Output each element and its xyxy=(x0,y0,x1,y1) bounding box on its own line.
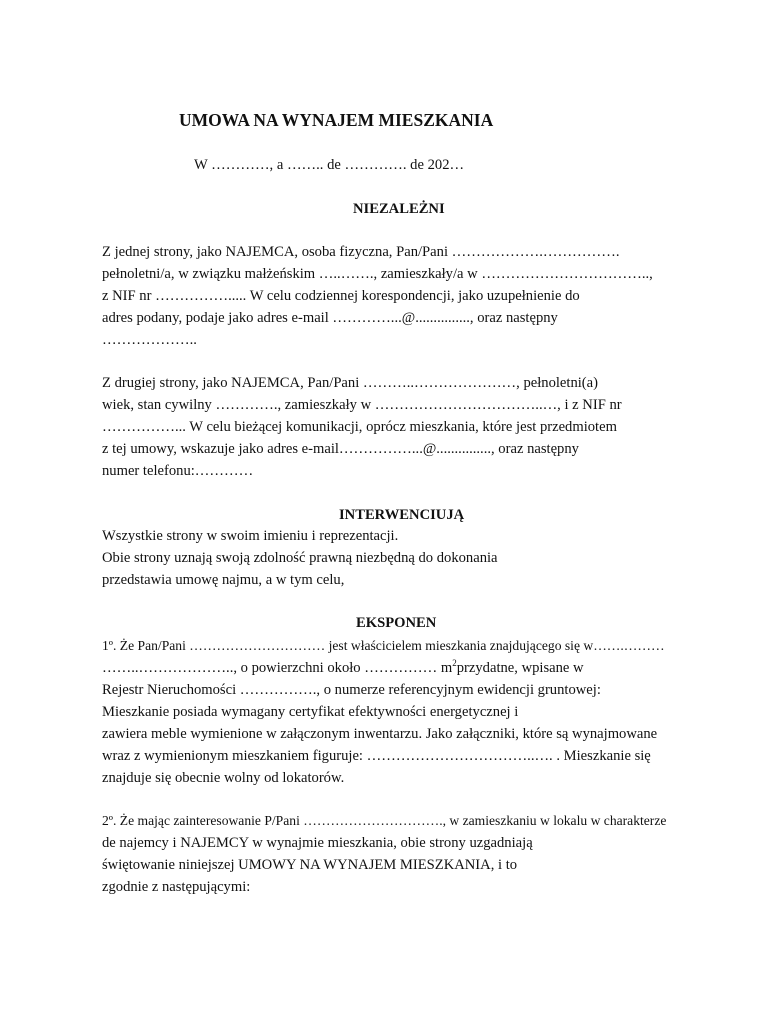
point-1-area-suffix: przydatne, wpisane w xyxy=(456,660,584,676)
intervene-line: przedstawia umowę najmu, a w tym celu, xyxy=(102,572,345,588)
point-1-line: Rejestr Nieruchomości ……………., o numerze referencyjnym ewidencji gruntowej: xyxy=(102,682,601,698)
party-1-line: ……………….. xyxy=(102,332,197,348)
square-meter-superscript: 2 xyxy=(452,658,457,669)
document-title: UMOWA NA WYNAJEM MIESZKANIA xyxy=(179,110,494,130)
intervene-line: Wszystkie strony w swoim imieniu i reprezentacji. xyxy=(102,528,399,544)
point-2-line: świętowanie niniejszej UMOWY NA WYNAJEM MIESZKANIA, i to xyxy=(102,857,518,873)
point-1-line xyxy=(102,659,584,677)
party-2-line: Z drugiej strony, jako NAJEMCA, Pan/Pani ………..…………………, pełnoletni(a) xyxy=(102,375,599,391)
point-1-line: wraz z wymienionym mieszkaniem figuruje: ……………………………..…. . Mieszkanie się xyxy=(102,748,651,764)
point-1-line: znajduje się obecnie wolny od lokatorów. xyxy=(102,770,345,786)
date-line: W …………, a …….. de …………. de 202… xyxy=(194,157,465,173)
section-heading-niezalezni: NIEZALEŻNI xyxy=(353,201,445,217)
party-2-line: z tej umowy, wskazuje jako adres e-mail……………...@..............., oraz następny xyxy=(102,441,579,457)
point-2-line: de najemcy i NAJEMCY w wynajmie mieszkania, obie strony uzgadniają xyxy=(102,835,533,851)
point-1-line: Mieszkanie posiada wymagany certyfikat efektywności energetycznej i xyxy=(102,704,519,720)
party-1-line: z NIF nr ……………..... W celu codziennej korespondencji, jako uzupełnienie do xyxy=(102,288,580,304)
point-1-line: zawiera meble wymienione w załączonym inwentarzu. Jako załączniki, które są wynajmowane xyxy=(102,726,658,742)
intervene-line: Obie strony uznają swoją zdolność prawną niezbędną do dokonania xyxy=(102,550,498,566)
party-2-line: ……………... W celu bieżącej komunikacji, oprócz mieszkania, które jest przedmiotem xyxy=(102,419,617,435)
section-heading-eksponen: EKSPONEN xyxy=(356,615,437,631)
party-1-line: Z jednej strony, jako NAJEMCA, osoba fizyczna, Pan/Pani ……………….……………. xyxy=(102,244,620,260)
party-2-line: numer telefonu:………… xyxy=(102,463,254,479)
point-2-line: zgodnie z następującymi: xyxy=(102,879,251,895)
point-2-line: 2º. Że mając zainteresowanie P/Pani …………………………., w zamieszkaniu w lokalu w charakterze xyxy=(102,813,667,828)
party-2-line: wiek, stan cywilny …………., zamieszkały w ……………………………..…, i z NIF nr xyxy=(102,397,622,413)
party-1-line: adres podany, podaje jako adres e-mail …………...@..............., oraz następny xyxy=(102,310,558,326)
point-1-area-text: ……..……………….., o powierzchni około …………… m xyxy=(102,660,453,676)
section-heading-interwenciuja: INTERWENCIUJĄ xyxy=(339,507,465,523)
point-1-line: 1º. Że Pan/Pani ………………………… jest właścicielem mieszkania znajdującego się w…….……… xyxy=(102,638,665,653)
party-1-line: pełnoletni/a, w związku małżeńskim …..……., zamieszkały/a w …………………………….., xyxy=(102,266,653,282)
